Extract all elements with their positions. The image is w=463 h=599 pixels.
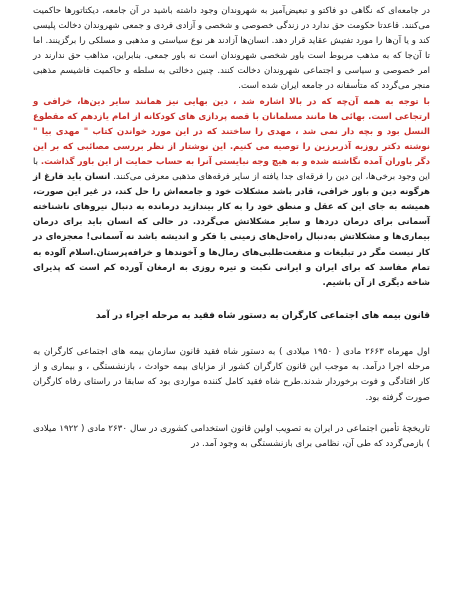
history-paragraph: تاریخچهٔ تأمین اجتماعی در ایران به تصویب اولین قانون استخدامی کشوری در سال ۲۶۳۰ مادی ( ۱۹۲۲ میلادی ) بازمی‌گردد که طی آن، نظامی برای بازنشستگی به وجود آمد. در bbox=[33, 423, 430, 450]
law-paragraph: اول مهرماه ۲۶۶۳ مادی ( ۱۹۵۰ میلادی ) به دستور شاه فقید قانون سازمان بیمه های اجتماعی کارگران به مرحله اجرا درآمد. به موجب این قانون کارگران کشور از مزایای بیمه حوادث ، بازنشستگی ، و بیماری و از کار افتادگی و فوت برخوردار شدند.طرح شاه فقید کامل کننده مواردی بود که سابقا در راستای رفاه کارگران صورت گرفته بود. bbox=[33, 346, 430, 403]
intro-paragraph: در جامعه‌ای که نگاهی دو فاکتو و تبعیض‌آمیز به شهروندان وجود داشته باشید در آن جامعه، دیکتاتورها حاکمیت می‌کنند. قاعدتا حکومت حق ندارد در زندگی خصوصی و شخصی و آزادی فردی و جمعی شهروندان دخالت پلیسی کند و یا آن‌ها را مورد تفتیش عقاید قرار دهد. انسان‌ها آزادند هر نوع سیاستی و مذهبی و مسلکی را برگزینند. اما تا آن‌جا که به مذهب مربوط است باور شخصی شهروندان است نه باور جمعی. بنابراین، مذاهب حق ندارند در امر خصوصی و سیاسی و اجتماعی شهروندان دخالت کنند. چنین دخالتی به سلطه و حاکمیت فاشیسم مذهبی منجر می‌گردد که متأسفانه در جامعه ایران شده است. bbox=[33, 6, 430, 92]
plain-text: با این وجود برخی‌ها، این دین را فرقه‌ای جدا یافته از سایر فرقه‌های مذهبی معرفی می‌کنند. bbox=[33, 156, 430, 183]
bold-text: انسان باید فارغ از هرگونه دین و باور خرافی، قادر باشد مشکلات خود و جامعه‌اش را حل کند، در غیر این صورت، همیشه به جای این که عقل و منطق خود را به کار بیندازید درمانده به دنبال نیروهای ناشناخته آسمانی برای درمان دردها و سایر مشکلاتش می‌گردد. در حالی که انسان باید برای درمان بیماری‌ها و مشکلاتش به‌دنبال راه‌حل‌های زمینی با فکر و اندیشه باشد نه آسمانی! معجزه‌ای در کار نیست مگر در تبلیغات و منفعت‌طلبی‌های رمال‌ها و آخوندها و خرافه‌پرستان.اسلام آلوده به تمام مفاسد که برای ایران و ایرانی نکبت و تیره روزی به ارمغان آورده کم است که پذیرای شاخه دیگری از آن باشیم. bbox=[33, 172, 430, 288]
section-heading: قانون بیمه های اجتماعی کارگران به دستور شاه فقید به مرحله اجراء در آمد bbox=[95, 310, 430, 321]
religion-paragraph bbox=[33, 95, 430, 291]
red-highlight-text: با توجه به همه آن‌چه که در بالا اشاره شد ، دین بهایی نیز همانند سایر دین‌ها، خرافی و ارتجاعی است. بهائی ها مانند مسلمانان با قصه پردازی های کودکانه از امام یازدهم که مقطوع النسل بود و بچه دار نمی شد ، مهدی را ساختند که در این مورد خواندن کتاب " مهدی بیا " نوشته دکتر روزبه آذربرزین را توصیه می کنیم. این نوشتار از نظر بررسی مصائبی که بر این دگر باوران آمده نگاشته شده و به هیچ وجه نبایستی آنرا به حساب حمایت از این باور گذاشت. bbox=[33, 96, 430, 167]
